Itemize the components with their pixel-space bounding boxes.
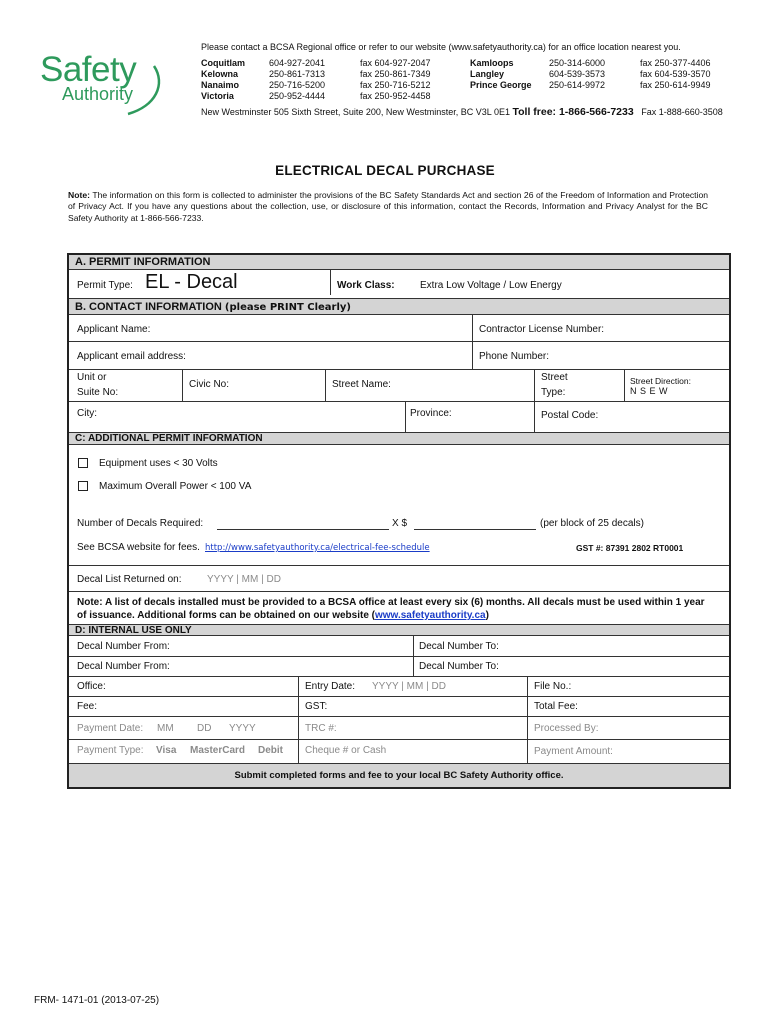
office-city: Victoria xyxy=(201,91,234,101)
office-city: Langley xyxy=(470,69,505,79)
phone-number-label[interactable]: Phone Number: xyxy=(479,351,550,362)
work-class-value[interactable]: Extra Low Voltage / Low Energy xyxy=(420,280,562,291)
decals-required-label: Number of Decals Required: xyxy=(77,518,204,529)
payment-year-field[interactable]: YYYY xyxy=(229,723,256,734)
decal-note-text: of issuance. Additional forms can be obtained on our website ( xyxy=(77,610,375,621)
section-a-header: A. PERMIT INFORMATION xyxy=(69,255,729,270)
logo-line1: Safety xyxy=(40,50,137,89)
payment-day-field[interactable]: DD xyxy=(197,723,212,734)
office-fax: fax 250-716-5212 xyxy=(360,80,431,90)
applicant-email-label[interactable]: Applicant email address: xyxy=(77,351,186,362)
file-no-label[interactable]: File No.: xyxy=(534,681,572,692)
entry-date-label: Entry Date: xyxy=(305,681,356,692)
total-fee-label[interactable]: Total Fee: xyxy=(534,701,578,712)
decal-purchase-form xyxy=(67,253,731,789)
logo-line2: Authority xyxy=(62,84,134,104)
toll-free-number: Toll free: 1-866-566-7233 xyxy=(512,106,634,118)
office-phone: 250-861-7313 xyxy=(269,69,326,79)
street-direction-options[interactable]: N S E W xyxy=(630,386,669,396)
applicant-name-label[interactable]: Applicant Name: xyxy=(77,324,151,335)
office-fax: fax 250-614-9949 xyxy=(640,80,711,90)
section-b-header xyxy=(69,298,729,315)
fee-label[interactable]: Fee: xyxy=(77,701,98,712)
decal-number-to-label[interactable]: Decal Number To: xyxy=(419,641,499,652)
work-class-label: Work Class: xyxy=(337,280,395,291)
safety-authority-logo xyxy=(36,44,166,124)
office-phone: 250-952-4444 xyxy=(269,91,326,101)
office-city: Prince George xyxy=(470,80,532,90)
head-office-address xyxy=(201,106,723,118)
submit-note: Submit completed forms and fee to your local BC Safety Authority office. xyxy=(234,770,564,781)
office-phone: 604-539-3573 xyxy=(549,69,606,79)
payment-debit-option[interactable]: Debit xyxy=(258,745,283,756)
decal-number-from-label[interactable]: Decal Number From: xyxy=(77,641,170,652)
permit-type-label: Permit Type: xyxy=(77,280,133,291)
civic-no-label[interactable]: Civic No: xyxy=(189,379,230,390)
street-name-label[interactable]: Street Name: xyxy=(332,379,391,390)
office-fax: fax 250-377-4406 xyxy=(640,58,711,68)
street-type-label-2: Type: xyxy=(541,387,566,398)
payment-amount-label[interactable]: Payment Amount: xyxy=(534,746,613,757)
permit-type-value[interactable]: EL - Decal xyxy=(145,271,238,293)
max-power-label: Maximum Overall Power < 100 VA xyxy=(99,481,252,492)
street-direction-label[interactable]: Street Direction: xyxy=(630,376,691,386)
office-city: Kelowna xyxy=(201,69,239,79)
fees-label: See BCSA website for fees. xyxy=(77,542,200,553)
privacy-note xyxy=(68,190,708,224)
decal-list-returned-label: Decal List Returned on: xyxy=(77,574,182,585)
note-text: The information on this form is collected to administer the provisions of the BC Safety Standards Act and section 26 of the Freedom of Information and Protection of Privacy Act. If you have any questions about the collection, use, or disclosure of this information, contact the Records, Information and Privacy Analyst for the BC Safety Authority at 1-866-566-7233. xyxy=(68,190,709,223)
office-fax: fax 604-539-3570 xyxy=(640,69,711,79)
section-d-header: D: INTERNAL USE ONLY xyxy=(69,624,729,636)
form-number: FRM- 1471-01 (2013-07-25) xyxy=(34,995,160,1006)
page-title: ELECTRICAL DECAL PURCHASE xyxy=(275,163,495,178)
decal-list-date-field[interactable]: YYYY | MM | DD xyxy=(207,574,281,585)
cheque-or-cash-label[interactable]: Cheque # or Cash xyxy=(305,745,387,756)
trc-label[interactable]: TRC #: xyxy=(305,723,337,734)
section-b-subtitle: (please PRINT Clearly) xyxy=(224,302,351,313)
gst-number: GST #: 87391 2802 RT0001 xyxy=(576,543,684,553)
office-city: Kamloops xyxy=(470,58,514,68)
unit-suite-label-2: Suite No: xyxy=(77,387,119,398)
section-b-title: B. CONTACT INFORMATION xyxy=(75,301,222,313)
decal-price-field[interactable] xyxy=(414,529,536,530)
decal-note-end: ) xyxy=(485,610,489,621)
section-c-header: C: ADDITIONAL PERMIT INFORMATION xyxy=(69,432,729,445)
payment-visa-option[interactable]: Visa xyxy=(156,745,177,756)
decal-number-from-label-2[interactable]: Decal Number From: xyxy=(77,661,170,672)
payment-date-label: Payment Date: xyxy=(77,723,144,734)
fee-schedule-link[interactable]: http://www.safetyauthority.ca/electrical-fee-schedule xyxy=(205,543,430,553)
province-label[interactable]: Province: xyxy=(410,408,452,419)
payment-type-label: Payment Type: xyxy=(77,745,144,756)
header-intro: Please contact a BCSA Regional office or refer to our website (www.safetyauthority.ca) for an office location nearest you. xyxy=(201,42,681,52)
gst-label[interactable]: GST: xyxy=(305,701,328,712)
office-city: Nanaimo xyxy=(201,80,240,90)
decals-required-field[interactable] xyxy=(217,529,389,530)
max-power-checkbox[interactable] xyxy=(78,481,88,491)
office-phone: 250-614-9972 xyxy=(549,80,606,90)
office-fax: fax 250-952-4458 xyxy=(360,91,431,101)
entry-date-field[interactable]: YYYY | MM | DD xyxy=(372,681,446,692)
office-city: Coquitlam xyxy=(201,58,245,68)
unit-suite-label-1[interactable]: Unit or xyxy=(77,372,107,383)
address-text: New Westminster 505 Sixth Street, Suite 200, New Westminster, BC V3L 0E1 xyxy=(201,107,510,117)
fax-number: Fax 1-888-660-3508 xyxy=(641,107,723,117)
decal-note-line2 xyxy=(77,610,489,621)
office-fax: fax 604-927-2047 xyxy=(360,58,431,68)
decal-note-line1: Note: A list of decals installed must be provided to a BCSA office at least every six (6) months. All decals must be used within 1 year xyxy=(77,597,705,608)
payment-mastercard-option[interactable]: MasterCard xyxy=(190,745,246,756)
payment-month-field[interactable]: MM xyxy=(157,723,174,734)
processed-by-label[interactable]: Processed By: xyxy=(534,723,599,734)
office-phone: 250-314-6000 xyxy=(549,58,606,68)
per-block-label: (per block of 25 decals) xyxy=(540,518,644,529)
office-label[interactable]: Office: xyxy=(77,681,106,692)
decal-number-to-label-2[interactable]: Decal Number To: xyxy=(419,661,499,672)
street-type-label-1[interactable]: Street xyxy=(541,372,568,383)
office-phone: 604-927-2041 xyxy=(269,58,326,68)
office-phone: 250-716-5200 xyxy=(269,80,326,90)
note-label: Note: xyxy=(68,190,90,200)
office-fax: fax 250-861-7349 xyxy=(360,69,431,79)
postal-code-label[interactable]: Postal Code: xyxy=(541,410,599,421)
safety-authority-link[interactable]: www.safetyauthority.ca xyxy=(375,610,486,621)
contractor-license-label[interactable]: Contractor License Number: xyxy=(479,324,605,335)
equipment-voltage-label: Equipment uses < 30 Volts xyxy=(99,458,218,469)
submit-banner xyxy=(69,763,729,787)
equipment-voltage-checkbox[interactable] xyxy=(78,458,88,468)
x-dollar-label: X $ xyxy=(392,518,408,529)
city-label[interactable]: City: xyxy=(77,408,97,419)
